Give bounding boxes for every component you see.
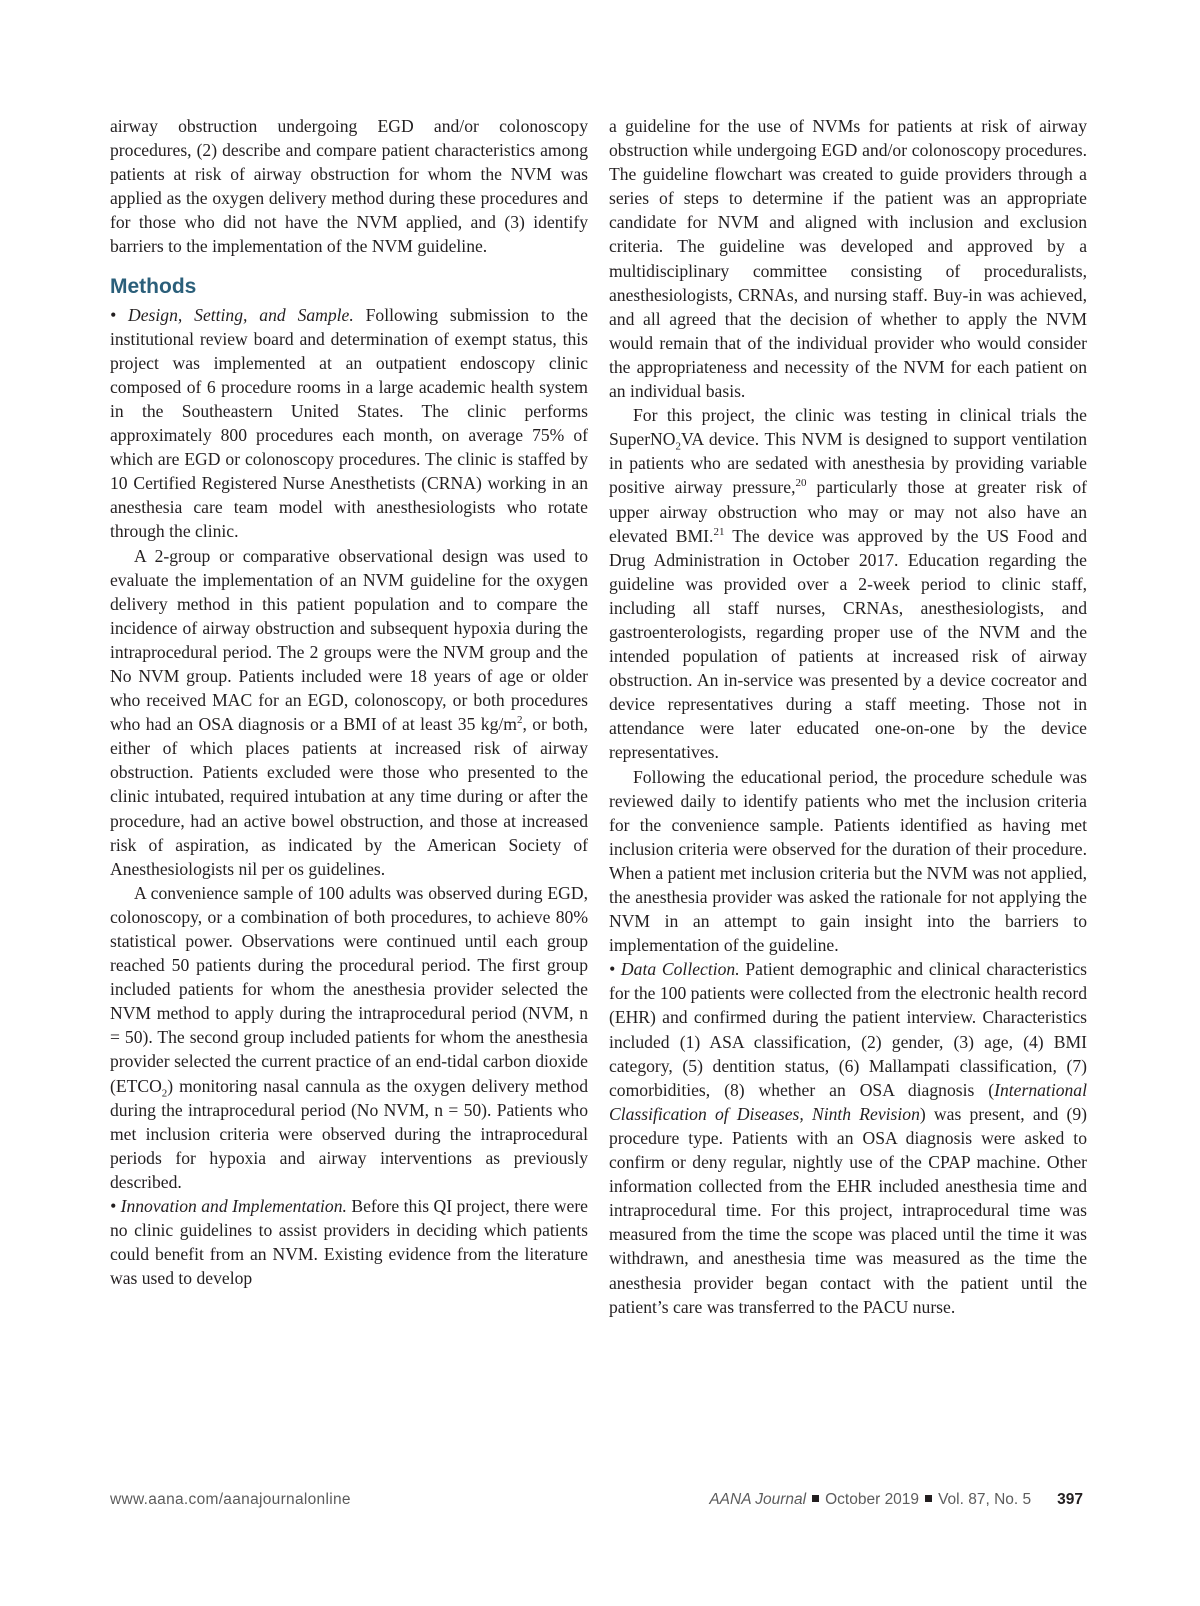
sample-text-b: ) monitoring nasal cannula as the oxygen delivery method during the intraprocedural period (No NVM, n = 50). Patients who met inclusion criteria were observed during the intraprocedural periods for hypoxia and airway interventions as previously described. <box>110 1075 588 1192</box>
section-heading-methods: Methods <box>110 274 197 298</box>
paragraph-convenience-sample <box>110 881 588 1194</box>
footer-citation <box>709 1491 1083 1509</box>
design-text: Following submission to the institutional review board and determination of exempt status, this project was implemented at an outpatient endoscopy clinic composed of 6 procedure rooms in a large academic health system in the Southeastern United States. The clinic performs approximately 800 procedures each month, on average 75% of which are EGD or colonoscopy procedures. The clinic is staffed by 10 Certified Registered Nurse Anesthetists (CRNA) working in an anesthesia care team model with anesthesiologists who rotate through the clinic. <box>110 304 588 542</box>
square-bullet-icon <box>812 1495 819 1502</box>
paragraph-data-collection <box>609 957 1087 1318</box>
data-text-italic-icd: International Classification of Diseases, Ninth Revision <box>609 1079 1087 1124</box>
paragraph-design-setting-sample <box>110 303 588 544</box>
left-column <box>110 114 588 1290</box>
data-text-b: ) was present, and (9) procedure type. Patients with an OSA diagnosis were asked to confirm or deny regular, nightly use of the CPAP machine. Other information collected from the EHR included anesthesia time and intraprocedural time. For this project, intraprocedural time was measured from the time the scope was placed until the time it was withdrawn, and anesthesia time was measured as the time the anesthesia provider began contact with the patient until the patient’s care was transferred to the PACU nurse. <box>609 1103 1088 1317</box>
reference-21: 21 <box>713 525 725 538</box>
subscript-no2: 2 <box>675 440 681 453</box>
footer-url[interactable]: www.aana.com/aanajournalonline <box>110 1491 351 1508</box>
device-text-a: For this project, the clinic was testing in clinical trials the SuperNO <box>609 405 1087 450</box>
runin-heading-data-collection: • Data Collection. <box>609 959 740 980</box>
sample-text-a: A convenience sample of 100 adults was observed during EGD, colonoscopy, or a combination of both procedures, to achieve 80% statistical power. Observations were continued until each group reached 50 patients during the procedural period. The first group included patients for whom the anesthesia provider selected the NVM method to apply during the intraprocedural period (NVM, n = 50). The second group included patients for whom the anesthesia provider selected the current practice of an end-tidal carbon dioxide (ETCO <box>110 882 588 1096</box>
square-bullet-icon <box>925 1495 932 1502</box>
paragraph-following-education: Following the educational period, the procedure schedule was reviewed daily to identify patients who met the inclusion criteria for the convenience sample. Patients identified as having met inclusion criteria were observed for the duration of their procedure. When a patient met inclusion criteria but the NVM was not applied, the anesthesia provider was asked the rationale for not applying the NVM in an attempt to gain insight into the barriers to implementation of the guideline. <box>609 766 1087 956</box>
paragraph-device <box>609 403 1087 764</box>
device-text-d: The device was approved by the US Food and Drug Administration in October 2017. Education regarding the guideline was provided over a 2-week period to clinic staff, including all staff nurses, CRNAs, anesthesiologists, and gastroenterologists, regarding proper use of the NVM and the intended population of patients at increased risk of airway obstruction. An in-service was presented by a device cocreator and device representatives during a staff meeting. Those not in attendance were later educated one-on-one by the device representatives. <box>609 525 1088 763</box>
page-footer <box>110 1491 1083 1515</box>
runin-heading-innovation: • Innovation and Implementation. <box>110 1196 347 1217</box>
device-text-c: particularly those at greater risk of upper airway obstruction who may or may not also have an elevated BMI. <box>609 477 1087 546</box>
page-number: 397 <box>1057 1491 1083 1508</box>
superscript-squared: 2 <box>516 714 523 727</box>
footer-volume: Vol. 87, No. 5 <box>938 1491 1032 1508</box>
reference-20: 20 <box>795 477 807 490</box>
right-column <box>609 114 1087 1319</box>
runin-heading-design: • Design, Setting, and Sample. <box>110 304 354 325</box>
innovation-text: Before this QI project, there were no clinic guidelines to assist providers in deciding which patients could benefit from an NVM. Existing evidence from the literature was used to develop <box>110 1196 588 1289</box>
device-text-b: VA device. This NVM is designed to support ventilation in patients who are sedated with anesthesia by providing variable positive airway pressure, <box>609 429 1087 498</box>
footer-date: October 2019 <box>825 1491 920 1508</box>
study-design-text-b: , or both, either of which places patients at increased risk of airway obstruction. Patients excluded were those who presented to the clinic intubated, required intubation at any time during or after the procedure, had an active bowel obstruction, and those at increased risk of aspiration, as indicated by the American Society of Anesthesiologists nil per os guidelines. <box>110 714 588 879</box>
paragraph-innovation-implementation <box>110 1194 588 1290</box>
paragraph-study-design <box>110 544 588 881</box>
footer-journal-name: AANA Journal <box>709 1491 807 1508</box>
study-design-text-a: A 2-group or comparative observational design was used to evaluate the implementation of an NVM guideline for the oxygen delivery method in this patient population and to compare the incidence of airway obstruction and subsequent hypoxia during the intraprocedural period. The 2 groups were the NVM group and the No NVM group. Patients included were 18 years of age or older who received MAC for an EGD, colonoscopy, or both procedures who had an OSA diagnosis or a BMI of at least 35 kg/m <box>110 545 588 735</box>
subscript-co2: 2 <box>161 1087 168 1100</box>
data-text-a: Patient demographic and clinical characteristics for the 100 patients were collected from the electronic health record (EHR) and confirmed during the patient interview. Characteristics included (1) ASA classification, (2) gender, (3) age, (4) BMI category, (5) dentition status, (6) Mallampati classification, (7) comorbidities, (8) whether an OSA diagnosis ( <box>609 959 1087 1100</box>
paragraph-aims-continued: airway obstruction undergoing EGD and/or colonoscopy procedures, (2) describe and compare patient characteristics among patients at risk of airway obstruction for whom the NVM was applied as the oxygen delivery method during these procedures and for those who did not have the NVM applied, and (3) identify barriers to the implementation of the NVM guideline. <box>110 116 588 257</box>
paragraph-guideline-continued: a guideline for the use of NVMs for patients at risk of airway obstruction while undergoing EGD and/or colonoscopy procedures. The guideline flowchart was created to guide providers through a series of steps to determine if the patient was an appropriate candidate for NVM and aligned with inclusion and exclusion criteria. The guideline was developed and approved by a multidisciplinary committee consisting of proceduralists, anesthesiologists, CRNAs, and nursing staff. Buy-in was achieved, and all agreed that the decision of whether to apply the NVM would remain that of the individual provider who would consider the appropriateness and necessity of the NVM for each patient on an individual basis. <box>609 116 1087 402</box>
